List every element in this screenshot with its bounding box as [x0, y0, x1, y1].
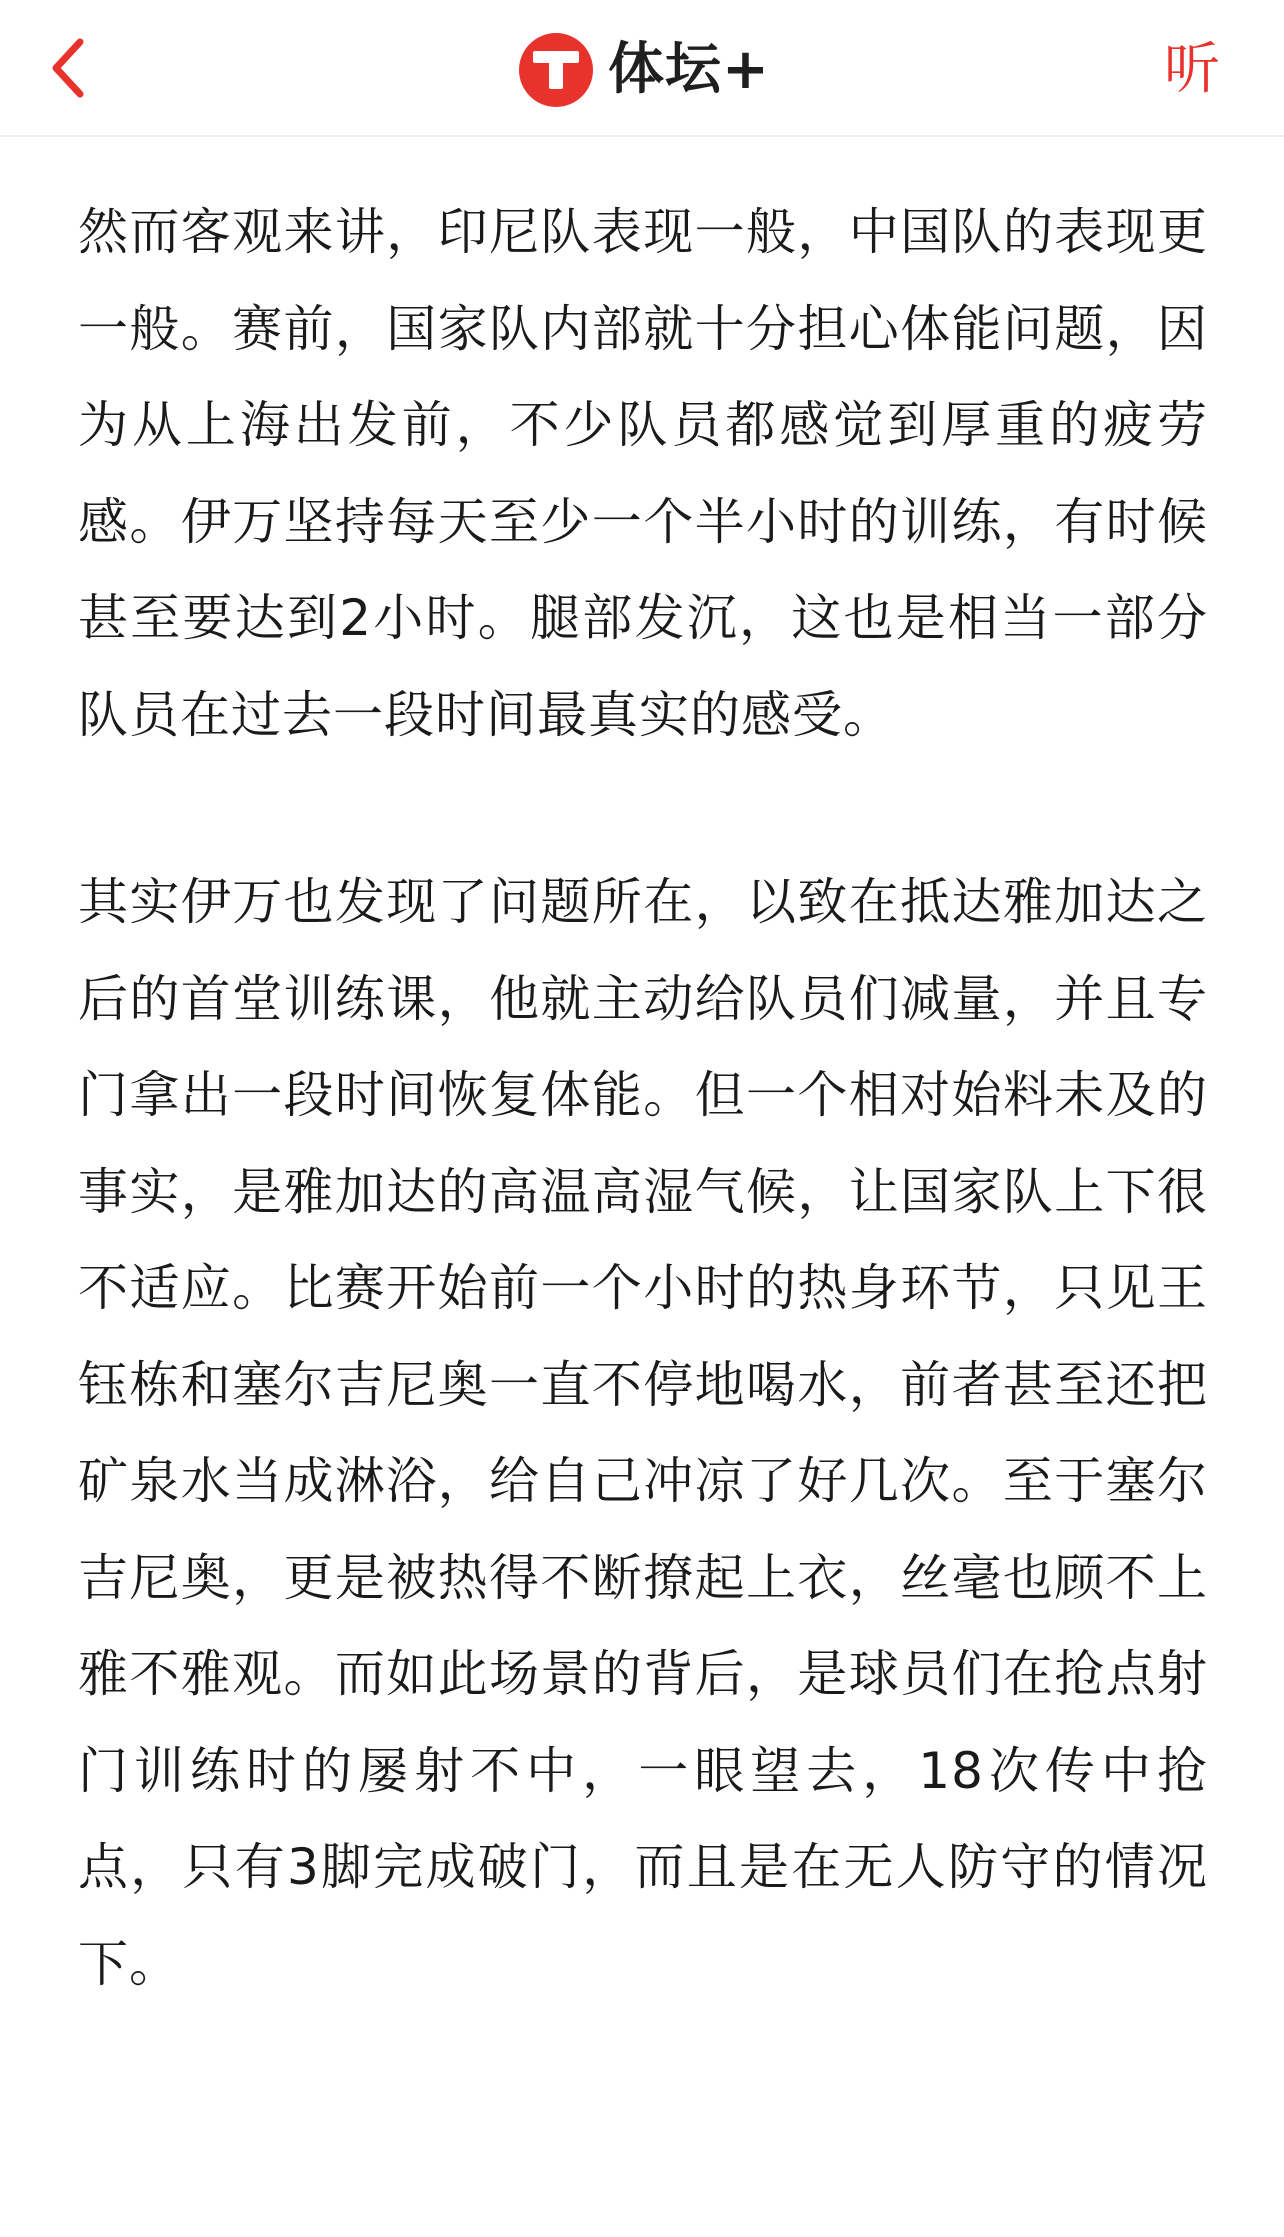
article-paragraph: 然而客观来讲，印尼队表现一般，中国队的表现更一般。赛前，国家队内部就十分担心体能问题，因为从上海出发前，不少队员都感觉到厚重的疲劳感。伊万坚持每天至少一个半小时的训练，有时候甚至要达到2小时。腿部发沉，这也是相当一部分队员在过去一段时间最真实的感受。 — [78, 203, 1208, 744]
top-nav-bar — [0, 0, 1284, 137]
brand-name: 体坛+ — [608, 37, 770, 102]
chevron-left-icon — [40, 30, 100, 106]
article-paragraph: 其实伊万也发现了问题所在，以致在抵达雅加达之后的首堂训练课，他就主动给队员们减量，并且专门拿出一段时间恢复体能。但一个相对始料未及的事实，是雅加达的高温高湿气候，让国家队上下很不适应。比赛开始前一个小时的热身环节，只见王钰栋和塞尔吉尼奥一直不停地喝水，前者甚至还把矿泉水当成淋浴，给自己冲凉了好几次。至于塞尔吉尼奥，更是被热得不断撩起上衣，丝毫也顾不上雅不雅观。而如此场景的背后，是球员们在抢点射门训练时的屡射不中，一眼望去，18次传中抢点，只有3脚完成破门，而且是在无人防守的情况下。 — [78, 873, 1208, 1993]
brand — [518, 30, 770, 110]
titan-logo-icon — [518, 32, 594, 108]
listen-button[interactable]: 听 — [1164, 37, 1220, 102]
back-button[interactable] — [40, 30, 100, 106]
article-body — [78, 184, 1208, 2012]
